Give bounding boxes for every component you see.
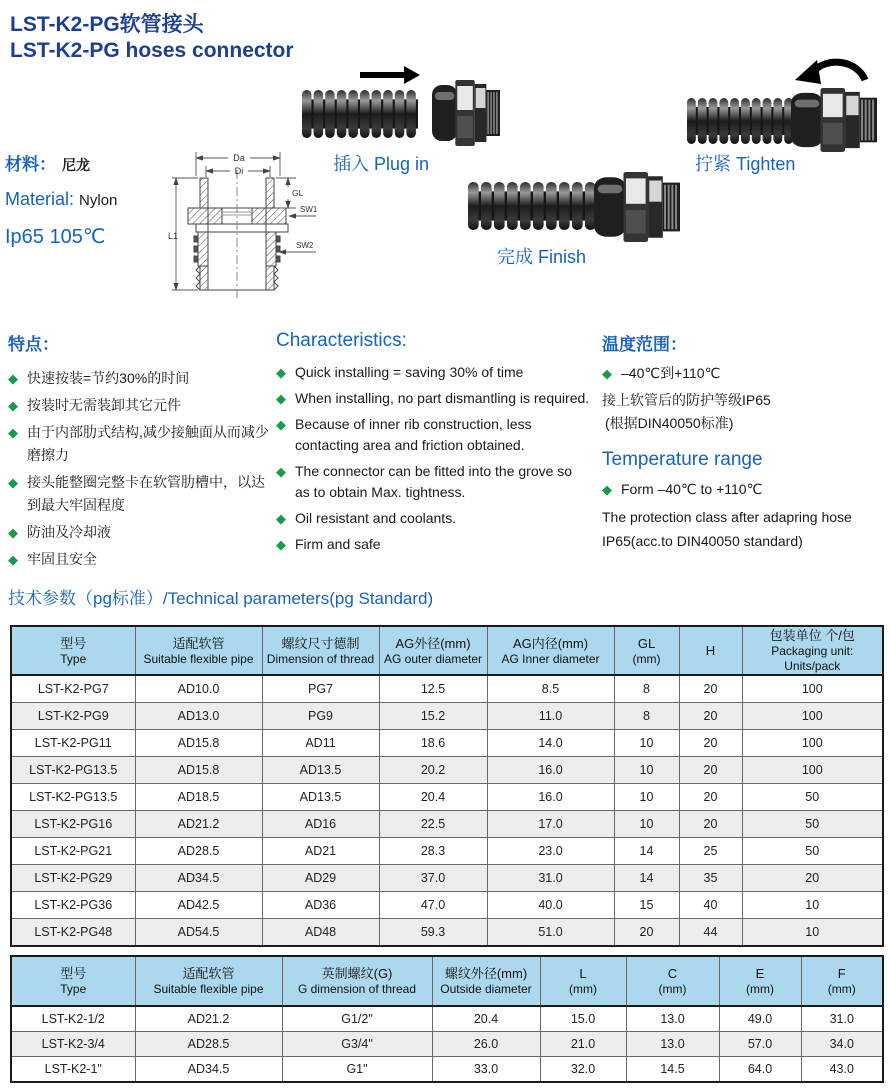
material-label-zh: 材料： — [5, 155, 56, 174]
table-cell: 18.6 — [379, 730, 487, 757]
table-cell: 100 — [742, 757, 883, 784]
table-cell: 10 — [614, 757, 679, 784]
table-cell: 20 — [679, 784, 742, 811]
temperature-heading-zh: 温度范围： — [602, 335, 687, 354]
feature-item-text: Because of inner rib construction, less contacting area and friction obtained. — [295, 416, 532, 453]
table-cell: AD48 — [262, 919, 379, 947]
table-cell: 23.0 — [487, 838, 614, 865]
diamond-bullet-icon: ◆ — [276, 464, 286, 479]
table-cell: 20 — [679, 703, 742, 730]
table-cell: 10 — [614, 784, 679, 811]
feature-item-text: The connector can be fitted into the grove so as to obtain Max. tightness. — [295, 463, 573, 500]
feature-item — [8, 394, 270, 417]
feature-item — [8, 548, 270, 571]
title-block — [10, 12, 294, 64]
column-header: E (mm) — [719, 956, 801, 1006]
table-cell: AD18.5 — [135, 784, 262, 811]
temperature-bullet-zh: ◆ –40℃到+110℃ — [602, 363, 888, 384]
column-header: 包装单位 个/包 Packaging unit: Units/pack — [742, 626, 883, 675]
table-cell: PG7 — [262, 675, 379, 703]
column-header: L (mm) — [540, 956, 626, 1006]
table-cell: 40 — [679, 892, 742, 919]
technical-parameters-table-pg — [10, 625, 884, 947]
table-cell: 40.0 — [487, 892, 614, 919]
table-row — [11, 865, 883, 892]
table-cell: AD28.5 — [135, 838, 262, 865]
column-header: AG内径(mm) AG Inner diameter — [487, 626, 614, 675]
table-cell: AD13.5 — [262, 757, 379, 784]
table-row — [11, 838, 883, 865]
feature-item — [8, 521, 270, 544]
table-cell: 100 — [742, 703, 883, 730]
feature-item — [276, 388, 590, 409]
table-header-row — [11, 956, 883, 1006]
feature-item — [276, 534, 590, 555]
table-cell: 14 — [614, 838, 679, 865]
table-cell: 14 — [614, 865, 679, 892]
diagram-label-l1: L1 — [168, 231, 179, 241]
table-cell: 20 — [614, 919, 679, 947]
diamond-bullet-icon: ◆ — [8, 475, 18, 490]
temperature-bullet-en: ◆ Form –40℃ to +110℃ — [602, 479, 888, 500]
table-cell: 20.2 — [379, 757, 487, 784]
table-cell: 20 — [679, 811, 742, 838]
column-header: 适配软管 Suitable flexible pipe — [135, 956, 282, 1006]
table-cell: AD16 — [262, 811, 379, 838]
table-cell: AD10.0 — [135, 675, 262, 703]
feature-item — [276, 461, 590, 503]
hose-image — [302, 90, 418, 138]
table-cell: 57.0 — [719, 1032, 801, 1057]
table-cell: 15.2 — [379, 703, 487, 730]
table-cell: G3/4" — [282, 1032, 432, 1057]
table-cell: 22.5 — [379, 811, 487, 838]
rotate-arrow-icon — [795, 60, 865, 84]
connector-image — [791, 88, 877, 152]
characteristics-heading: Characteristics: — [276, 330, 407, 351]
temperature-heading-en: Temperature range — [602, 449, 763, 470]
table-cell: 20.4 — [432, 1006, 540, 1032]
column-header: H — [679, 626, 742, 675]
connector-image — [594, 172, 680, 242]
table-cell: 20.4 — [379, 784, 487, 811]
table-cell: 15 — [614, 892, 679, 919]
feature-item — [8, 471, 270, 517]
characteristics-section — [276, 330, 590, 560]
table-cell: LST-K2-PG29 — [11, 865, 135, 892]
table-cell: 10 — [742, 892, 883, 919]
diamond-bullet-icon: ◆ — [602, 482, 612, 497]
feature-item — [276, 414, 590, 456]
column-header: 螺纹尺寸德制 Dimension of thread — [262, 626, 379, 675]
ip-rating: Ip65 105℃ — [5, 226, 106, 248]
table-cell: LST-K2-1/2 — [11, 1006, 135, 1032]
features-list-zh — [8, 367, 270, 571]
diamond-bullet-icon: ◆ — [8, 398, 18, 413]
table-row — [11, 784, 883, 811]
diagram-label-sw2: SW2 — [296, 241, 314, 250]
feature-item — [8, 367, 270, 390]
table-cell: 44 — [679, 919, 742, 947]
table-cell: LST-K2-PG16 — [11, 811, 135, 838]
table-cell: 8 — [614, 675, 679, 703]
table-cell: AD29 — [262, 865, 379, 892]
diamond-bullet-icon: ◆ — [8, 425, 18, 440]
feature-item-text: 按装时无需装卸其它元件 — [27, 397, 181, 413]
table-cell: 20 — [679, 675, 742, 703]
table-cell: 20 — [742, 865, 883, 892]
table-cell: 20 — [679, 757, 742, 784]
table-cell: LST-K2-1" — [11, 1057, 135, 1083]
table-cell: AD15.8 — [135, 730, 262, 757]
table-cell: 10 — [614, 730, 679, 757]
arrow-right-icon — [360, 66, 420, 84]
material-value-zh: 尼龙 — [62, 157, 90, 173]
feature-item-text: 由于内部肋式结构,减少接触面从而减少磨擦力 — [27, 424, 269, 463]
table-row — [11, 919, 883, 947]
table-cell: 47.0 — [379, 892, 487, 919]
diagram-label-gl: GL — [292, 188, 304, 198]
table-cell: LST-K2-PG13.5 — [11, 784, 135, 811]
table-cell: 11.0 — [487, 703, 614, 730]
table-cell: 21.0 — [540, 1032, 626, 1057]
table-cell: 20 — [679, 730, 742, 757]
temperature-note-zh-1: 接上软管后的防护等级IP65 — [602, 392, 771, 408]
table-cell: 8.5 — [487, 675, 614, 703]
features-section-zh — [8, 330, 270, 575]
table-row — [11, 675, 883, 703]
table-cell: PG9 — [262, 703, 379, 730]
table-cell: LST-K2-3/4 — [11, 1032, 135, 1057]
table-cell: LST-K2-PG11 — [11, 730, 135, 757]
table-cell: LST-K2-PG9 — [11, 703, 135, 730]
table-cell: LST-K2-PG13.5 — [11, 757, 135, 784]
temperature-section — [602, 330, 888, 553]
table-row — [11, 1057, 883, 1083]
table-cell: AD21 — [262, 838, 379, 865]
table-cell: 12.5 — [379, 675, 487, 703]
table-cell: AD15.8 — [135, 757, 262, 784]
table-row — [11, 1032, 883, 1057]
figure-tighten — [687, 52, 890, 157]
diamond-bullet-icon: ◆ — [8, 525, 18, 540]
feature-item — [276, 362, 590, 383]
table-row — [11, 703, 883, 730]
column-header: 适配软管 Suitable flexible pipe — [135, 626, 262, 675]
table-row — [11, 757, 883, 784]
feature-item-text: When installing, no part dismantling is required. — [295, 390, 590, 406]
dimension-diagram — [166, 144, 324, 304]
table-cell: 37.0 — [379, 865, 487, 892]
table-cell: LST-K2-PG21 — [11, 838, 135, 865]
column-header: 型号 Type — [11, 626, 135, 675]
table-cell: AD34.5 — [135, 1057, 282, 1083]
step-label-tighten: 拧紧 Tighten — [695, 154, 796, 174]
table-cell: 50 — [742, 811, 883, 838]
column-header: AG外径(mm) AG outer diameter — [379, 626, 487, 675]
table-cell: 13.0 — [626, 1032, 719, 1057]
temperature-note-en: The protection class after adapring hose IP65(acc.to DIN40050 standard) — [602, 509, 852, 549]
table-cell: AD42.5 — [135, 892, 262, 919]
table-cell: 28.3 — [379, 838, 487, 865]
table-cell: AD34.5 — [135, 865, 262, 892]
table-cell: 8 — [614, 703, 679, 730]
column-header: F (mm) — [801, 956, 883, 1006]
table-cell: 34.0 — [801, 1032, 883, 1057]
diamond-bullet-icon: ◆ — [276, 537, 286, 552]
table-header-row — [11, 626, 883, 675]
table-cell: 17.0 — [487, 811, 614, 838]
table-cell: 13.0 — [626, 1006, 719, 1032]
table-cell: AD13.0 — [135, 703, 262, 730]
table-cell: 33.0 — [432, 1057, 540, 1083]
feature-item-text: Quick installing = saving 30% of time — [295, 364, 524, 380]
feature-item — [8, 421, 270, 467]
table-cell: 100 — [742, 730, 883, 757]
table-cell: 15.0 — [540, 1006, 626, 1032]
table-cell: 31.0 — [487, 865, 614, 892]
feature-item-text: 快速按装=节约30%的时间 — [27, 370, 190, 386]
diagram-label-da: Da — [233, 153, 245, 163]
table-cell: G1" — [282, 1057, 432, 1083]
diamond-bullet-icon: ◆ — [276, 391, 286, 406]
column-header: 型号 Type — [11, 956, 135, 1006]
diamond-bullet-icon: ◆ — [8, 371, 18, 386]
diagram-label-sw1: SW1 — [300, 205, 318, 214]
step-label-finish: 完成 Finish — [497, 247, 587, 267]
column-header: 英制螺纹(G) G dimension of thread — [282, 956, 432, 1006]
table-cell: AD28.5 — [135, 1032, 282, 1057]
step-label-plug-in: 插入 Plug in — [333, 154, 430, 174]
hose-image — [468, 182, 598, 230]
table-cell: 14.0 — [487, 730, 614, 757]
table-cell: 50 — [742, 784, 883, 811]
figure-finish — [466, 168, 698, 244]
table-cell: LST-K2-PG36 — [11, 892, 135, 919]
material-block — [5, 150, 180, 249]
feature-item-text: 防油及冷却液 — [27, 524, 111, 540]
table-cell: 100 — [742, 675, 883, 703]
table-row — [11, 892, 883, 919]
table-cell: 14.5 — [626, 1057, 719, 1083]
material-label-en: Material: — [5, 189, 75, 209]
diamond-bullet-icon: ◆ — [276, 511, 286, 526]
table-cell: 51.0 — [487, 919, 614, 947]
table-cell: 10 — [742, 919, 883, 947]
table-row — [11, 730, 883, 757]
diagram-label-di: Di — [234, 166, 244, 176]
table-cell: LST-K2-PG48 — [11, 919, 135, 947]
features-heading-zh: 特点： — [8, 335, 59, 354]
table-cell: 35 — [679, 865, 742, 892]
table-cell: 26.0 — [432, 1032, 540, 1057]
feature-item — [276, 508, 590, 529]
table-cell: 64.0 — [719, 1057, 801, 1083]
table-cell: AD13.5 — [262, 784, 379, 811]
diamond-bullet-icon: ◆ — [276, 417, 286, 432]
table-cell: LST-K2-PG7 — [11, 675, 135, 703]
page-title-zh: LST-K2-PG软管接头 — [10, 13, 204, 36]
page-title-en: LST-K2-PG hoses connector — [10, 39, 294, 62]
table-row — [11, 811, 883, 838]
table-cell: 50 — [742, 838, 883, 865]
technical-parameters-heading: 技术参数（pg标准）/Technical parameters(pg Standard) — [8, 589, 434, 608]
table-cell: 43.0 — [801, 1057, 883, 1083]
column-header: 螺纹外径(mm) Outside diameter — [432, 956, 540, 1006]
feature-item-text: Firm and safe — [295, 536, 381, 552]
table-cell: G1/2" — [282, 1006, 432, 1032]
diamond-bullet-icon: ◆ — [276, 365, 286, 380]
table-cell: 31.0 — [801, 1006, 883, 1032]
table-cell: AD11 — [262, 730, 379, 757]
hose-image — [687, 98, 795, 144]
table-cell: 10 — [614, 811, 679, 838]
technical-parameters-table-g — [10, 955, 884, 1083]
table-cell: 59.3 — [379, 919, 487, 947]
column-header: C (mm) — [626, 956, 719, 1006]
column-header: GL (mm) — [614, 626, 679, 675]
table-cell: 25 — [679, 838, 742, 865]
table-cell: AD21.2 — [135, 1006, 282, 1032]
table-cell: 16.0 — [487, 757, 614, 784]
characteristics-list — [276, 362, 590, 555]
feature-item-text: 牢固且安全 — [27, 551, 97, 567]
figure-plug-in — [300, 66, 500, 158]
table-cell: 32.0 — [540, 1057, 626, 1083]
table-cell: AD36 — [262, 892, 379, 919]
diamond-bullet-icon: ◆ — [8, 552, 18, 567]
table-cell: AD54.5 — [135, 919, 262, 947]
table-cell: 49.0 — [719, 1006, 801, 1032]
table-row — [11, 1006, 883, 1032]
table-cell: AD21.2 — [135, 811, 262, 838]
connector-image — [432, 80, 500, 146]
table-cell: 16.0 — [487, 784, 614, 811]
feature-item-text: 接头能整圈完整卡在软管肋槽中，以达到最大牢固程度 — [27, 474, 265, 513]
diamond-bullet-icon: ◆ — [602, 366, 612, 381]
temperature-note-zh-2: (根据DIN40050标准) — [605, 415, 734, 431]
material-value-en: Nylon — [79, 192, 118, 209]
feature-item-text: Oil resistant and coolants. — [295, 510, 457, 526]
